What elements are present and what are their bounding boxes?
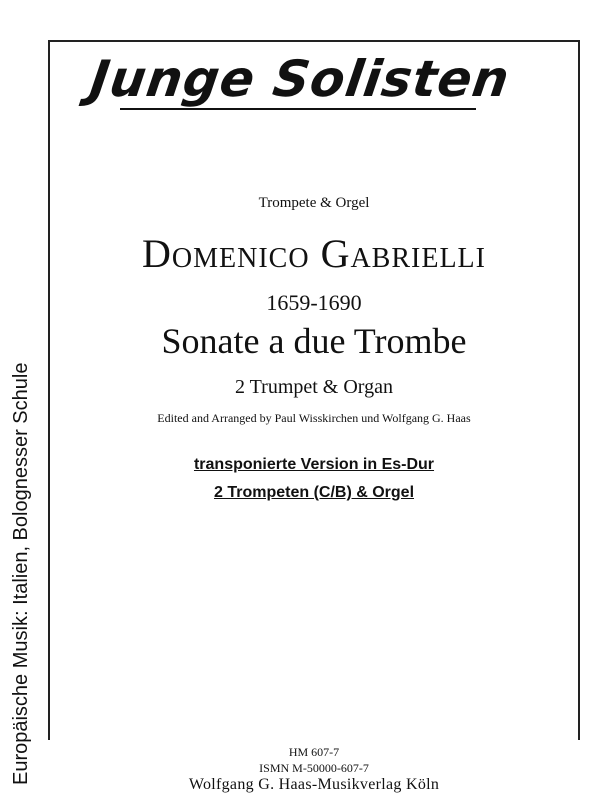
series-title: Junge Solisten xyxy=(86,50,514,108)
composer-dates: 1659-1690 xyxy=(266,290,362,315)
instrumentation: Trompete & Orgel xyxy=(258,195,370,211)
publisher: Wolfgang G. Haas-Musikverlag Köln xyxy=(188,776,440,793)
editor-credits: Edited and Arranged by Paul Wisskirchen und Wolfgang G. Haas xyxy=(157,411,471,425)
work-title: Sonate a due Trombe xyxy=(161,321,467,361)
transposed-scoring: 2 Trompeten (C/B) & Orgel xyxy=(213,484,415,501)
frame-right-rule xyxy=(578,40,580,740)
frame-top-rule xyxy=(48,40,580,42)
transposed-version: transponierte Version in Es-Dur xyxy=(193,456,435,473)
catalog-number: HM 607-7 xyxy=(288,745,340,759)
scoring: 2 Trumpet & Organ xyxy=(235,376,393,398)
side-label: Europäische Musik: Italien, Bolognesser Schule xyxy=(10,362,32,785)
ismn: ISMN M-50000-607-7 xyxy=(259,761,369,775)
series-underline xyxy=(120,108,476,110)
composer-name: Domenico Gabrielli xyxy=(142,231,486,276)
